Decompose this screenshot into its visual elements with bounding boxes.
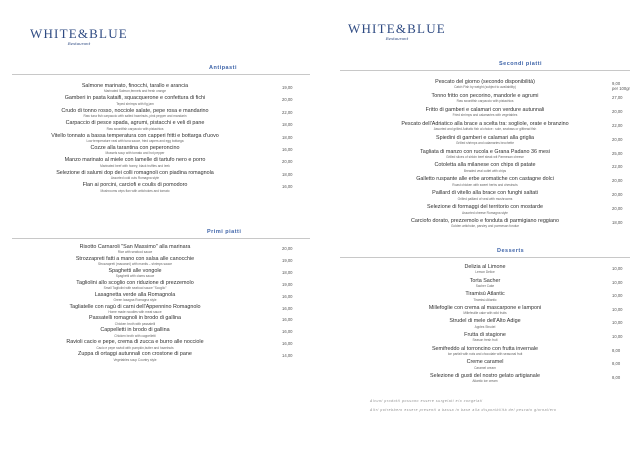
menu-item-price: 20,00	[612, 178, 623, 184]
menu-item	[20, 339, 250, 349]
menu-item-description: Assorted and grilled Adriatic fish al choice : sole, seabass or gilthead fish	[433, 127, 537, 132]
menu-item-description: Mushrooms cèps flan with artichokes and tomato	[100, 188, 170, 193]
menu-item	[380, 190, 590, 200]
menu-item	[380, 359, 590, 369]
menu-item	[380, 373, 590, 383]
menu-item-name: Vitello tonnato a bassa temperatura con capperi fritti e bottarga d'uovo	[51, 132, 219, 139]
menu-item-price: 27,00	[612, 94, 623, 100]
menu-item-name: Pescato dell'Adriatico alla brace a scelta tra: sogliole, orate e branzino	[401, 120, 569, 127]
menu-item-name: Paillard di vitello alla brace con funghi saltati	[432, 190, 538, 197]
menu-item	[20, 120, 250, 130]
menu-item-description: Marinated Salmon,fennels and fresh orange	[103, 89, 167, 94]
menu-item-price: 16,00	[282, 147, 293, 152]
menu-item-price: 16,00	[282, 184, 293, 190]
menu-item-price: 25,00	[612, 150, 623, 156]
menu-item-name: Strozzapreti fatti a mano con salsa alle canocchie	[75, 255, 195, 262]
menu-item-name: Tagliata di manzo con rucola e Grana Padano 36 mesi	[420, 148, 550, 155]
menu-item	[380, 305, 590, 315]
menu-item-description: Atlantic ice cream	[472, 379, 498, 384]
menu-item-price: 20,00	[282, 246, 293, 251]
menu-item-price: 14,00	[282, 353, 293, 359]
menu-item-name: Delizia al Limone	[464, 264, 506, 270]
menu-item-name: Flan ai porcini, carciofi e coulis di pomodoro	[82, 182, 188, 189]
menu-item	[380, 278, 590, 288]
menu-item-name: Tagliatelle con ragù di carni dell'Appennino Romagnolo	[69, 303, 201, 310]
menu-item-description: Ice parfait with nuts and chocolate with seasonal fruit	[447, 352, 523, 356]
menu-item-description: Spaghetti with clams sauce	[115, 274, 155, 279]
section-divider	[12, 238, 310, 239]
menu-item-name: Millefoglie con crema al mascarpone e lamponi	[428, 304, 542, 311]
menu-item-name: Manzo marinato al miele con lamelle di tartufo nero e porro	[64, 157, 206, 164]
menu-item-price: 16,00	[282, 305, 293, 311]
menu-item-description: Chicken broth with passatelli	[114, 321, 156, 326]
menu-item-description: Home made noodles with meat sauce	[108, 309, 162, 314]
section-title-secondi: Secondi piatti	[499, 61, 543, 67]
menu-item-description: Raw tuna fish carpaccio with salted hazelnuts, pink pepper and mandarin	[83, 114, 187, 119]
menu-item-name: Tagliolini allo scoglio con riduzione di prezzemolo	[76, 279, 194, 286]
menu-item-name: Lasagnetta verde alla Romagnola	[94, 291, 176, 298]
menu-item-name: Spiedini di gamberi e calamari alla griglia	[436, 134, 534, 141]
menu-item-name: Torta Sacher	[469, 277, 501, 284]
menu-item-price: 8,00	[612, 374, 621, 380]
menu-item-description: Low temperature veal with tuna sauce, fried capers and egg bottarga	[86, 139, 184, 143]
menu-item-price: 18,00	[282, 171, 293, 177]
menu-item-price: 20,00	[612, 192, 623, 198]
menu-item	[20, 268, 250, 278]
menu-item-description: Assorted cheese Romagna style	[462, 210, 508, 215]
menu-item	[380, 79, 590, 89]
menu-item-name: Selezione di salumi dop dei colli romagnoli con piadina romagnola	[56, 169, 214, 176]
menu-item-description: Breaded veal cutlet with chips	[463, 168, 507, 173]
menu-item-description: Apples Strudel	[474, 324, 496, 329]
menu-item	[380, 107, 590, 117]
menu-item-description: Lemon Delice	[475, 270, 495, 275]
menu-item	[20, 244, 250, 254]
menu-item	[380, 332, 590, 342]
menu-item-price: 16,00	[282, 293, 293, 299]
menu-item-name: Risotto Carnaroli "San Massimo" alla marinara	[79, 244, 191, 250]
menu-item-price: 8,00	[612, 347, 621, 353]
menu-item	[20, 95, 250, 105]
menu-item	[20, 133, 250, 143]
menu-item	[20, 304, 250, 314]
menu-item-price: 10,00	[612, 279, 623, 285]
menu-item-name: Frutta di stagione	[464, 332, 506, 338]
menu-item-price: 16,00	[282, 329, 293, 335]
right-menu-page	[320, 0, 640, 453]
menu-item-name: Tiramisù Atlantic	[465, 291, 505, 298]
menu-item-description: Mussels soup with tomato and hot pepper	[105, 151, 165, 156]
menu-item	[380, 218, 590, 228]
menu-item-name: Carpaccio di pesce spada, agrumi, pistacchi e veli di pane	[65, 120, 205, 127]
menu-item-description: Vegetables soup Country style	[113, 357, 157, 362]
menu-item	[380, 346, 590, 356]
menu-item	[20, 83, 250, 93]
menu-item-price: 22,00	[612, 122, 623, 128]
section-title-dessert: Desserts	[497, 248, 525, 254]
menu-item-name: Pescato del giorno (secondo disponibilità)	[435, 79, 535, 85]
menu-item	[20, 327, 250, 337]
section-divider	[12, 74, 310, 75]
menu-item-name: Selezione di gusti del nostro gelato artigianale	[430, 372, 540, 379]
menu-item-price: 18,00	[282, 134, 293, 140]
menu-item-description: Grilled slices of sirloin beef steak wit Parmesan cheese	[446, 154, 524, 159]
menu-item-description: Marinated beef with honey, black truffles and leek	[100, 163, 170, 168]
section-divider	[340, 70, 630, 71]
menu-item-description: Grilled paillard of veal with mushrooms	[457, 196, 513, 201]
menu-item	[380, 291, 590, 301]
menu-item	[20, 256, 250, 266]
menu-item-description: Season fresh fruit	[472, 338, 498, 343]
menu-item-description: Chicken broth with cappelletti	[114, 333, 156, 338]
menu-item-description: Small Tagliolini with seafood sauce "Scoglio"	[103, 286, 167, 291]
menu-item-name: Passatelli romagnoli in brodo di gallina	[89, 315, 181, 322]
menu-item-description: Fried shrimps and calamaries with vegetables	[452, 113, 518, 118]
menu-item-price: 16,00	[282, 341, 293, 347]
menu-item-price: 20,00	[612, 206, 623, 212]
menu-item-price: 9,00	[612, 81, 621, 86]
menu-item	[20, 157, 250, 167]
menu-item-price-unit: per 100gr	[612, 85, 630, 91]
menu-item-name: Spaghetti alle vongole	[108, 267, 162, 274]
menu-item-description: Tiramisù Atlantic	[473, 297, 497, 302]
logo-subtitle: Restaurant	[385, 36, 409, 41]
menu-item	[20, 292, 250, 302]
menu-item-price: 20,00	[282, 97, 293, 103]
menu-item-name: Semifreddo al torroncino con frutta invernale	[431, 345, 539, 352]
logo-wordmark: WHITE&BLUE	[30, 26, 128, 41]
menu-item-price: 10,00	[612, 306, 623, 312]
menu-item	[380, 121, 590, 131]
menu-item-price: 19,00	[282, 85, 293, 90]
menu-item-description: Raw swordfish carpaccio with pistachios	[106, 126, 164, 131]
menu-item-description: Millefeuille cake with wild fruits	[463, 311, 507, 316]
menu-item	[20, 108, 250, 118]
menu-item-name: Strudel di mele dell'Alto Adige	[449, 318, 521, 325]
menu-note: Alcuni prodotti possono essere surgelati e/o congelati	[370, 399, 483, 403]
menu-item-price: 10,00	[612, 334, 623, 339]
restaurant-logo	[348, 22, 446, 41]
menu-item-description: Sacher Cake	[475, 284, 495, 288]
menu-item	[380, 135, 590, 145]
restaurant-logo	[30, 27, 128, 46]
menu-item	[20, 170, 250, 180]
menu-item-name: Cozze alla tarantina con peperoncino	[90, 145, 180, 151]
menu-item-price: 19,00	[282, 257, 293, 263]
menu-item-name: Cappelletti in brodo di gallina	[100, 327, 170, 334]
menu-item-name: Tonno fritto con pecorino, mandorle e agrumi	[431, 92, 539, 99]
menu-item-price: 16,00	[282, 317, 293, 323]
menu-item-price: 22,00	[612, 164, 623, 170]
section-title-antipasti: Antipasti	[209, 65, 238, 71]
menu-note: Altri potrebbero essere presenti a bassa in base alla disponibilità del pescato giornaliero	[370, 408, 557, 412]
menu-item-price: 19,00	[282, 281, 293, 287]
menu-item-price: 10,00	[612, 266, 623, 271]
menu-item-description: Green lasagna Romagna style	[113, 298, 157, 302]
section-divider	[340, 257, 630, 258]
menu-item	[20, 280, 250, 290]
menu-item-price: 18,00	[282, 269, 293, 275]
section-title-primi: Primi piatti	[207, 229, 242, 235]
menu-item-price: 10,00	[612, 293, 623, 299]
menu-item-description: Rice with seafood sauce	[117, 250, 153, 255]
menu-item	[380, 318, 590, 328]
menu-item	[380, 162, 590, 172]
menu-item-description: Strozzapreti (macaroni) with mantis – shrimps sauce	[97, 262, 173, 267]
logo-wordmark: WHITE&BLUE	[348, 21, 446, 36]
menu-item-price: 10,00	[612, 320, 623, 326]
menu-item-name: Crudo di tonno rosso, nocciole salate, pepe rosa e mandarino	[61, 107, 209, 114]
menu-item-name: Ravioli cacio e pepe, crema di zucca e burro alle nocciole	[66, 339, 204, 346]
menu-item-name: Selezione di formaggi del territorio con mostarde	[427, 204, 543, 211]
menu-item	[380, 264, 590, 274]
menu-item	[380, 149, 590, 159]
menu-item-description: Golden artichoke, parsley and parmesan fondue	[450, 224, 520, 229]
menu-item	[380, 204, 590, 214]
menu-item-name: Zuppa di ortaggi autunnali con crostone di pane	[78, 351, 192, 358]
menu-item-price: 20,00	[612, 136, 623, 142]
menu-item-description: Caramel cream	[474, 365, 496, 370]
menu-item-description: Grilled shrimps and calamaries brochette	[456, 141, 514, 145]
menu-item-description: Roast chicken with sweet herbs and chestnuts	[452, 182, 518, 187]
menu-item	[20, 315, 250, 325]
menu-item-description: Assorted cold cuts Romagna style	[110, 176, 160, 181]
menu-item-price: 22,00	[282, 109, 293, 115]
menu-item-name: Salmone marinato, finocchi, tarallo e arancia	[81, 83, 189, 89]
menu-item-name: Creme caramel	[466, 359, 504, 366]
menu-item-price: 18,00	[282, 122, 293, 128]
menu-item-name: Cotoletta alla milanese con chips di patate	[434, 162, 536, 169]
menu-item-description: Teped shrimps with fig jam	[116, 101, 154, 106]
menu-item-name: Carciofo dorato, prezzemolo e fonduta di parmigiano reggiano	[410, 218, 560, 224]
menu-item-price: 20,00	[282, 159, 293, 165]
menu-item-name: Fritto di gamberi e calamari con verdure autunnali	[425, 106, 545, 113]
menu-item-description: Cacio e pepe ravioli with pumpkin,butter and hazelnuts	[96, 345, 174, 350]
menu-item	[20, 182, 250, 192]
menu-item-price: 8,00	[612, 361, 621, 367]
menu-item-description: Catch Fish by weight (subject to availability)	[454, 85, 516, 90]
menu-item-price: 18,00	[612, 220, 623, 225]
menu-item-name: Galletto ruspante alle erbe aromatiche con castagne dolci	[416, 176, 554, 183]
menu-item-description: Raw swordfish carpaccio with pistachios	[456, 99, 514, 104]
menu-item-name: Gamberi in pasta kataifi, squacquerone e confettura di fichi	[64, 95, 206, 102]
logo-subtitle: Restaurant	[67, 41, 91, 46]
menu-item	[380, 176, 590, 186]
menu-item	[20, 145, 250, 155]
menu-item	[20, 351, 250, 361]
menu-item-price: 20,00	[612, 108, 623, 114]
menu-item	[380, 93, 590, 103]
